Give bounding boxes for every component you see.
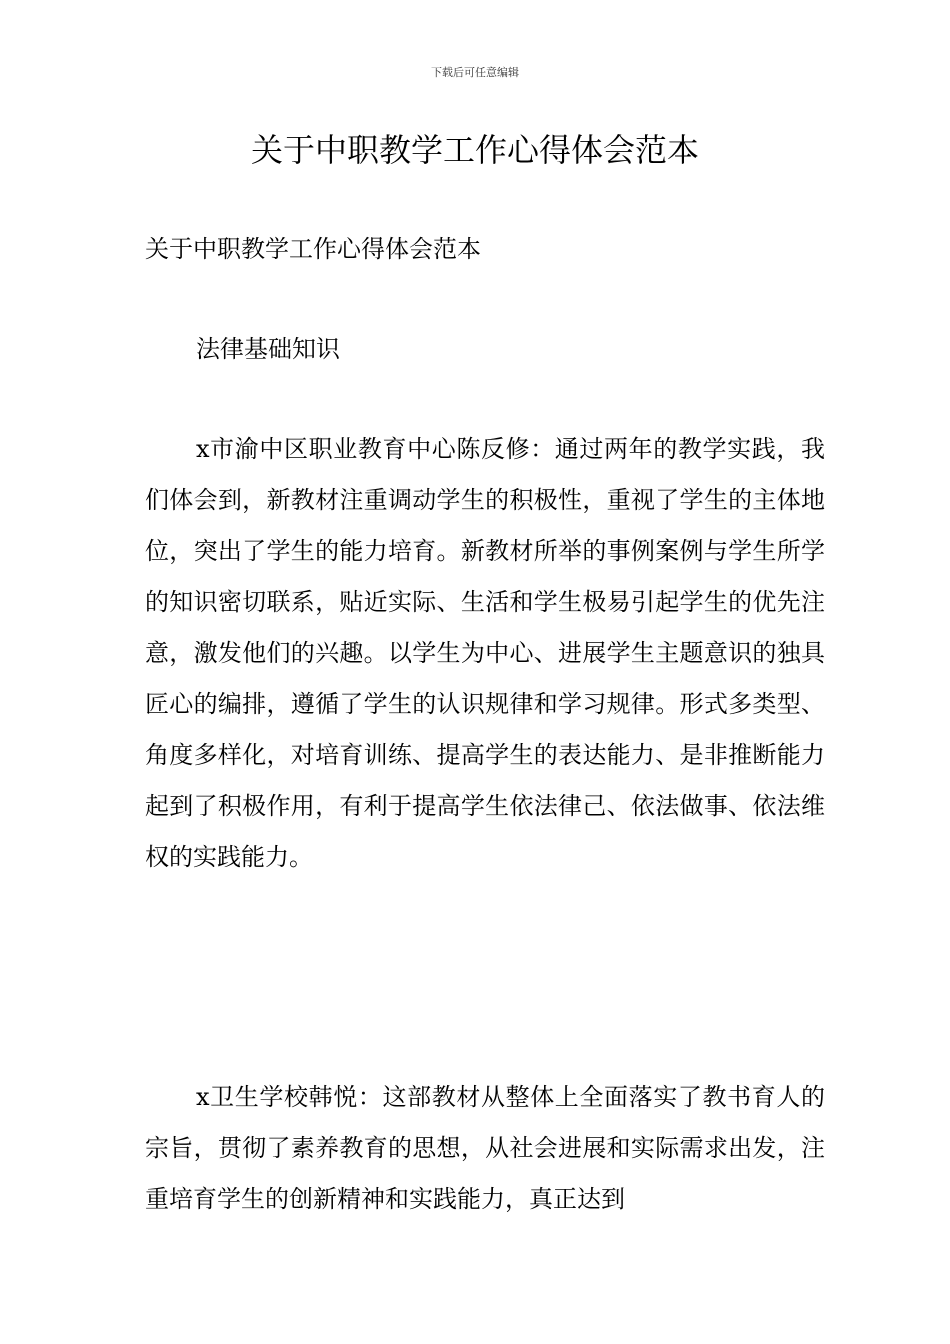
- header-note: 下载后可任意编辑: [431, 66, 519, 79]
- body-paragraph: x卫生学校韩悦：这部教材从整体上全面落实了教书育人的宗旨，贯彻了素养教育的思想，从社会进展和实际需求出发，注重培育学生的创新精神和实践能力，真正达到: [145, 1083, 825, 1213]
- document-subtitle: 关于中职教学工作心得体会范本: [145, 235, 481, 263]
- section-heading: 法律基础知识: [196, 335, 340, 363]
- document-title: 关于中职教学工作心得体会范本: [250, 131, 699, 169]
- body-paragraph: x市渝中区职业教育中心陈反修：通过两年的教学实践，我们体会到，新教材注重调动学生的积极性，重视了学生的主体地位，突出了学生的能力培育。新教材所举的事例案例与学生所学的知识密切联系，贴近实际、生活和学生极易引起学生的优先注意，激发他们的兴趣。以学生为中心、进展学生主题意识的独具匠心的编排，遵循了学生的认识规律和学习规律。形式多类型、角度多样化，对培育训练、提高学生的表达能力、是非推断能力起到了积极作用，有利于提高学生依法律己、依法做事、依法维权的实践能力。: [145, 435, 825, 871]
